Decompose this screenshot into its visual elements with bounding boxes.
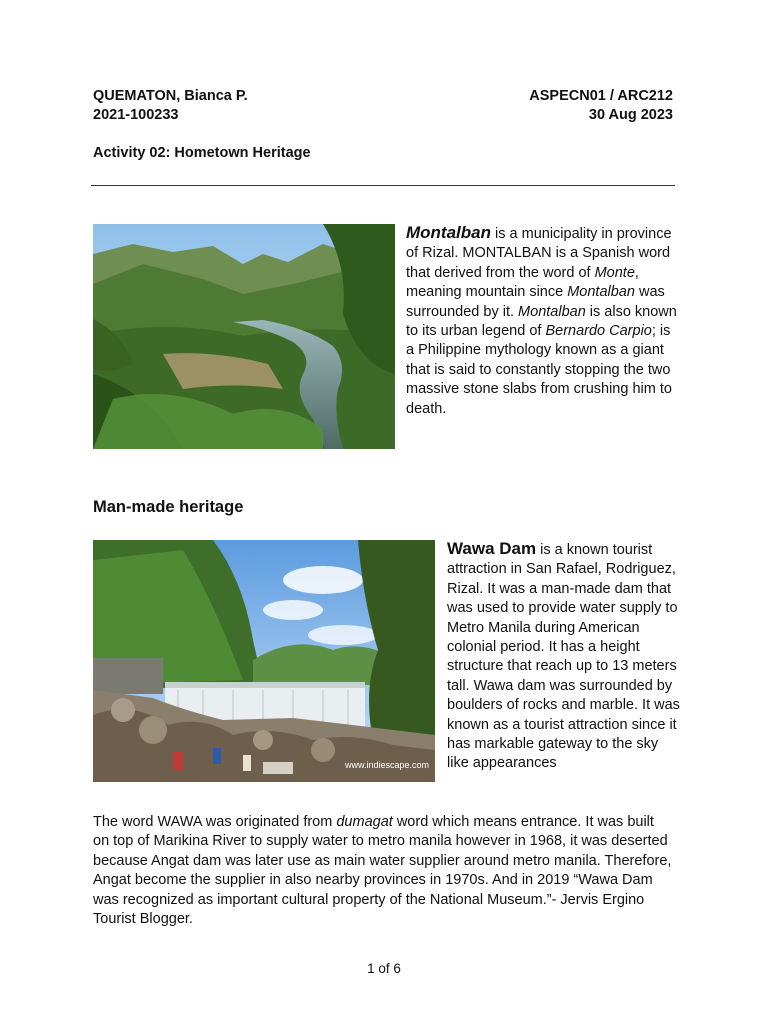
paragraph-text-2: word which means entrance. It was built on top of Marikina River to supply water to metro manila however in 1968, it was deserted because Angat dam was later use as main water supplier around metro manila. Therefore, Angat become the supplier in also nearby provinces in 1970s. And in 2019 “Wawa Dam was recognized as important cultural property of the National Museum.”- Jervis Ergino Tourist Blogger. (93, 814, 672, 928)
author-name: QUEMATON, Bianca P. (93, 88, 248, 104)
wawa-text: is a known tourist attraction in San Rafael, Rodriguez, Rizal. It was a man-made dam that was used to provide water supply to Metro Manila during American colonial period. It has a height structure that reach up to 13 meters tall. Wawa dam was surrounded by boulders of rocks and marble. It was known as a tourist attraction since it has markable gateway to the sky like appearances (447, 542, 680, 772)
header-left (93, 87, 248, 125)
montalban-river-photo (93, 224, 395, 449)
student-id: 2021-100233 (93, 107, 179, 123)
header-divider (91, 185, 675, 186)
montalban-text-4: is also known to its urban legend of (406, 303, 677, 340)
dumagat-term: dumagat (336, 814, 393, 830)
header-right (529, 87, 673, 125)
montalban-term-3: Montalban (518, 303, 586, 320)
activity-title: Activity 02: Hometown Heritage (93, 145, 311, 161)
montalban-description (406, 223, 678, 419)
montalban-text-2: , meaning mountain since (406, 264, 639, 301)
monte-term: Monte (594, 264, 635, 281)
montalban-text-5: ; is a Philippine mythology known as a giant that is said to constantly stopping the two massive stone slabs from crushing him to death. (406, 323, 672, 417)
montalban-lead: Montalban (406, 223, 491, 242)
photo-watermark: www.indiescape.com (345, 760, 430, 770)
wawa-description (447, 539, 681, 774)
course-code: ASPECN01 / ARC212 (529, 88, 673, 104)
document-date: 30 Aug 2023 (588, 107, 673, 123)
montalban-text-3: was surrounded by it. (406, 284, 665, 320)
montalban-text-1: is a municipality in province of Rizal. MONTALBAN is a Spanish word that derived from the word of (406, 226, 672, 281)
montalban-term-2: Montalban (567, 284, 635, 301)
paragraph-text-1: The word WAWA was originated from (93, 814, 337, 830)
wawa-dam-photo (93, 540, 435, 782)
wawa-lead: Wawa Dam (447, 539, 537, 558)
bernardo-carpio-term: Bernardo Carpio (545, 323, 652, 340)
page-number: 1 of 6 (367, 961, 401, 976)
section-heading: Man-made heritage (93, 498, 244, 516)
wawa-history-paragraph (93, 813, 673, 929)
